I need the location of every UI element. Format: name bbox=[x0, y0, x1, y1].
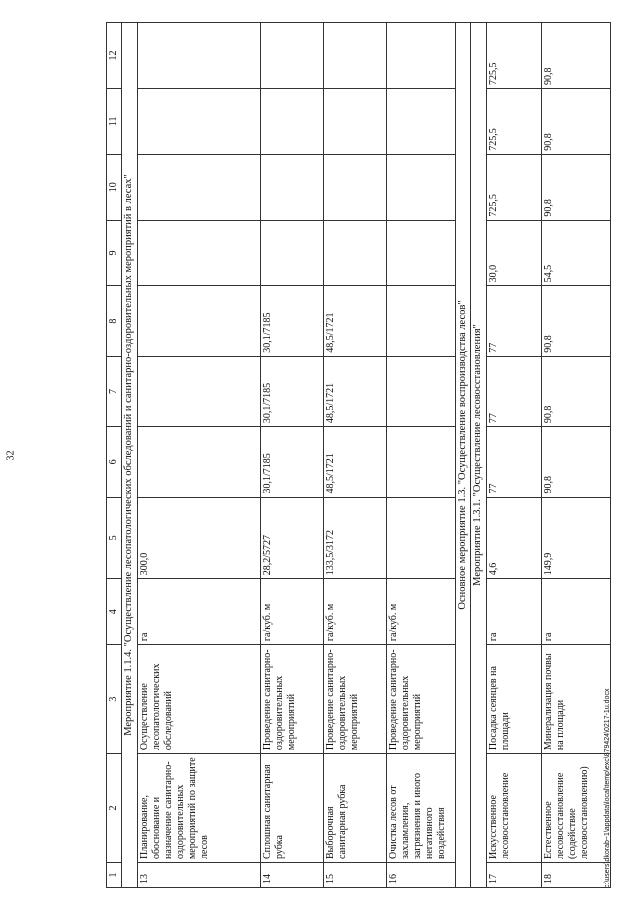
cell-c3: Осуществление лесопатологических обследований bbox=[137, 645, 260, 754]
cell-c9 bbox=[323, 220, 386, 286]
cell-c5: 4,6 bbox=[486, 497, 541, 579]
table-row bbox=[323, 23, 386, 888]
cell-c12 bbox=[323, 23, 386, 89]
cell-c12 bbox=[137, 23, 260, 89]
cell-c7 bbox=[386, 356, 455, 426]
colnum-5: 5 bbox=[107, 497, 122, 579]
cell-c3: Проведение санитарно-оздоровительных мероприятий bbox=[323, 645, 386, 754]
section-row-1-3 bbox=[455, 23, 471, 888]
colnum-4: 4 bbox=[107, 579, 122, 645]
colnum-1: 1 bbox=[107, 863, 122, 888]
cell-c5: 149,9 bbox=[541, 497, 610, 579]
cell-c2: Сплошная санитарная рубка bbox=[260, 754, 323, 863]
cell-c7: 77 bbox=[486, 356, 541, 426]
cell-c11 bbox=[137, 88, 260, 154]
cell-c8 bbox=[137, 286, 260, 356]
cell-c4: га bbox=[486, 579, 541, 645]
colnum-12: 12 bbox=[107, 23, 122, 89]
cell-c6: 90,8 bbox=[541, 427, 610, 497]
colnum-9: 9 bbox=[107, 220, 122, 286]
cell-c8: 90,8 bbox=[541, 286, 610, 356]
cell-c6 bbox=[137, 427, 260, 497]
rotated-table-container bbox=[106, 22, 624, 888]
cell-c4: га bbox=[137, 579, 260, 645]
cell-c9 bbox=[260, 220, 323, 286]
cell-c5 bbox=[386, 497, 455, 579]
table-row bbox=[386, 23, 455, 888]
cell-c2: Естественное лесовосстановление (содействие лесовосстановлению) bbox=[541, 754, 610, 863]
cell-c6 bbox=[386, 427, 455, 497]
cell-c3: Проведение санитарно-оздоровительных мероприятий bbox=[260, 645, 323, 754]
footer-file-path: c:\users\dkorab~1\appdata\local\temp\exc\879424\0217-1u.docx bbox=[604, 688, 611, 888]
section-title-1-1-4: Мероприятие 1.1.4. "Осуществление лесопатологических обследований и санитарно-оздоровительных мероприятий в лесах" bbox=[122, 23, 138, 888]
cell-c9: 54,5 bbox=[541, 220, 610, 286]
page-number: 32 bbox=[5, 450, 17, 461]
cell-c1: 14 bbox=[260, 863, 323, 888]
cell-c1: 17 bbox=[486, 863, 541, 888]
column-number-row bbox=[107, 23, 122, 888]
cell-c5: 133,5/3172 bbox=[323, 497, 386, 579]
cell-c10 bbox=[260, 154, 323, 220]
cell-c4: га/куб. м bbox=[260, 579, 323, 645]
cell-c10 bbox=[137, 154, 260, 220]
cell-c11 bbox=[386, 88, 455, 154]
section-title-1-3: Основное мероприятие 1.3. "Осуществление воспроизводства лесов" bbox=[455, 23, 471, 888]
colnum-3: 3 bbox=[107, 645, 122, 754]
cell-c3: Минерализация почвы на площади bbox=[541, 645, 610, 754]
colnum-7: 7 bbox=[107, 356, 122, 426]
colnum-8: 8 bbox=[107, 286, 122, 356]
cell-c4: га/куб. м bbox=[323, 579, 386, 645]
section-row-1-3-1 bbox=[471, 23, 487, 888]
section-row-1-1-4 bbox=[122, 23, 138, 888]
cell-c1: 13 bbox=[137, 863, 260, 888]
cell-c1: 18 bbox=[541, 863, 610, 888]
cell-c6: 30,1/7185 bbox=[260, 427, 323, 497]
cell-c11: 725,5 bbox=[486, 88, 541, 154]
cell-c7: 30,1/7185 bbox=[260, 356, 323, 426]
table-row bbox=[541, 23, 610, 888]
cell-c9 bbox=[386, 220, 455, 286]
colnum-2: 2 bbox=[107, 754, 122, 863]
cell-c10: 725,5 bbox=[486, 154, 541, 220]
cell-c12: 725,5 bbox=[486, 23, 541, 89]
cell-c4: га bbox=[541, 579, 610, 645]
cell-c5: 300,0 bbox=[137, 497, 260, 579]
cell-c10: 90,8 bbox=[541, 154, 610, 220]
cell-c12 bbox=[260, 23, 323, 89]
cell-c4: га/куб. м bbox=[386, 579, 455, 645]
cell-c2: Очистка лесов от захламления, загрязнения и иного негативного воздействия bbox=[386, 754, 455, 863]
program-measures-table bbox=[106, 22, 611, 888]
cell-c8: 48,5/1721 bbox=[323, 286, 386, 356]
cell-c11 bbox=[323, 88, 386, 154]
cell-c10 bbox=[323, 154, 386, 220]
table-row bbox=[137, 23, 260, 888]
cell-c3: Проведение санитарно-оздоровительных мероприятий bbox=[386, 645, 455, 754]
table-row bbox=[486, 23, 541, 888]
cell-c12 bbox=[386, 23, 455, 89]
cell-c9 bbox=[137, 220, 260, 286]
cell-c8: 77 bbox=[486, 286, 541, 356]
cell-c1: 15 bbox=[323, 863, 386, 888]
cell-c12: 90,8 bbox=[541, 23, 610, 89]
cell-c6: 48,5/1721 bbox=[323, 427, 386, 497]
cell-c1: 16 bbox=[386, 863, 455, 888]
cell-c7: 48,5/1721 bbox=[323, 356, 386, 426]
section-title-1-3-1: Мероприятие 1.3.1. "Осуществление лесовосстановления" bbox=[471, 23, 487, 888]
cell-c7: 90,8 bbox=[541, 356, 610, 426]
colnum-11: 11 bbox=[107, 88, 122, 154]
cell-c5: 28,2/5727 bbox=[260, 497, 323, 579]
cell-c11 bbox=[260, 88, 323, 154]
cell-c10 bbox=[386, 154, 455, 220]
cell-c9: 30,0 bbox=[486, 220, 541, 286]
cell-c8 bbox=[386, 286, 455, 356]
cell-c2: Планирование, обоснование и назначение санитарно-оздоровительных мероприятий по защите лесов bbox=[137, 754, 260, 863]
cell-c3: Посадка сеянцев на площади bbox=[486, 645, 541, 754]
cell-c2: Выборочная санитарная рубка bbox=[323, 754, 386, 863]
cell-c7 bbox=[137, 356, 260, 426]
table-row bbox=[260, 23, 323, 888]
colnum-10: 10 bbox=[107, 154, 122, 220]
colnum-6: 6 bbox=[107, 427, 122, 497]
cell-c11: 90,8 bbox=[541, 88, 610, 154]
cell-c8: 30,1/7185 bbox=[260, 286, 323, 356]
cell-c2: Искусственное лесовосстановление bbox=[486, 754, 541, 863]
cell-c6: 77 bbox=[486, 427, 541, 497]
